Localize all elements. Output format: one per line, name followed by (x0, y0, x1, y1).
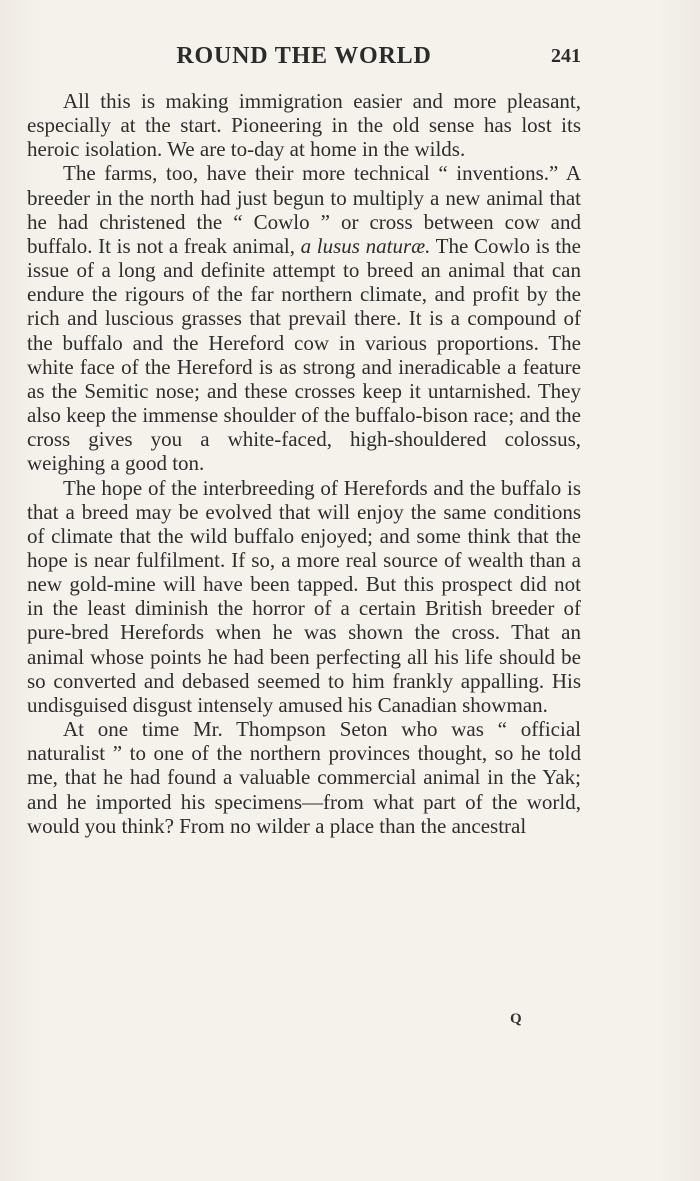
page-number: 241 (551, 45, 581, 67)
paragraph-4 (27, 717, 581, 838)
paragraph-text: The hope of the interbreeding of Herefords and the buffalo is that a breed may be evolved that will enjoy the same conditions of climate that the wild buffalo enjoyed; and some think that the hope is near fulfilment. If so, a more real source of wealth than a new gold-mine will have been tapped. But this prospect did not in the least diminish the horror of a certain British breeder of pure-bred Herefords when he was shown the cross. That an animal whose points he had been perfecting all his life should be so converted and debased seemed to him frankly appalling. His undisguised disgust intensely amused his Canadian showman. (27, 475, 581, 717)
latin-phrase: a lusus naturæ. (300, 233, 431, 258)
paragraph-3 (27, 476, 581, 718)
paragraph-1 (27, 89, 581, 161)
page-header (27, 40, 581, 76)
body-text (27, 89, 581, 838)
paragraph-text: The farms, too, have their more technical “ inventions.” A breeder in the north had just begun to multiply a new animal that he had christened the “ Cowlo ” or cross between cow and buffalo. It is not a freak animal, (27, 161, 581, 258)
paragraph-text: All this is making immigration easier and more pleasant, especially at the start. Pioneering in the old sense has lost its heroic isolation. We are to-day at home in the wilds. (27, 89, 581, 162)
signature-mark: Q (510, 1011, 522, 1027)
running-title: ROUND THE WORLD (176, 43, 432, 69)
paragraph-2 (27, 161, 581, 475)
paragraph-text: The Cowlo is the issue of a long and definite attempt to breed an animal that can endure the rigours of the far northern climate, and profit by the rich and luscious grasses that prevail there. It is a compound of the buffalo and the Hereford cow in various proportions. The white face of the Hereford is as strong and ineradicable a feature as the Semitic nose; and these crosses keep it untarnished. They also keep the immense shoulder of the buffalo-bison race; and the cross gives you a white-faced, high-shouldered colossus, weighing a good ton. (27, 233, 581, 476)
paragraph-text: At one time Mr. Thompson Seton who was “ official naturalist ” to one of the northern provinces thought, so he told me, that he had found a valuable commercial animal in the Yak; and he imported his specimens—from what part of the world, would you think? From no wilder a place than the ancestral (27, 717, 581, 838)
